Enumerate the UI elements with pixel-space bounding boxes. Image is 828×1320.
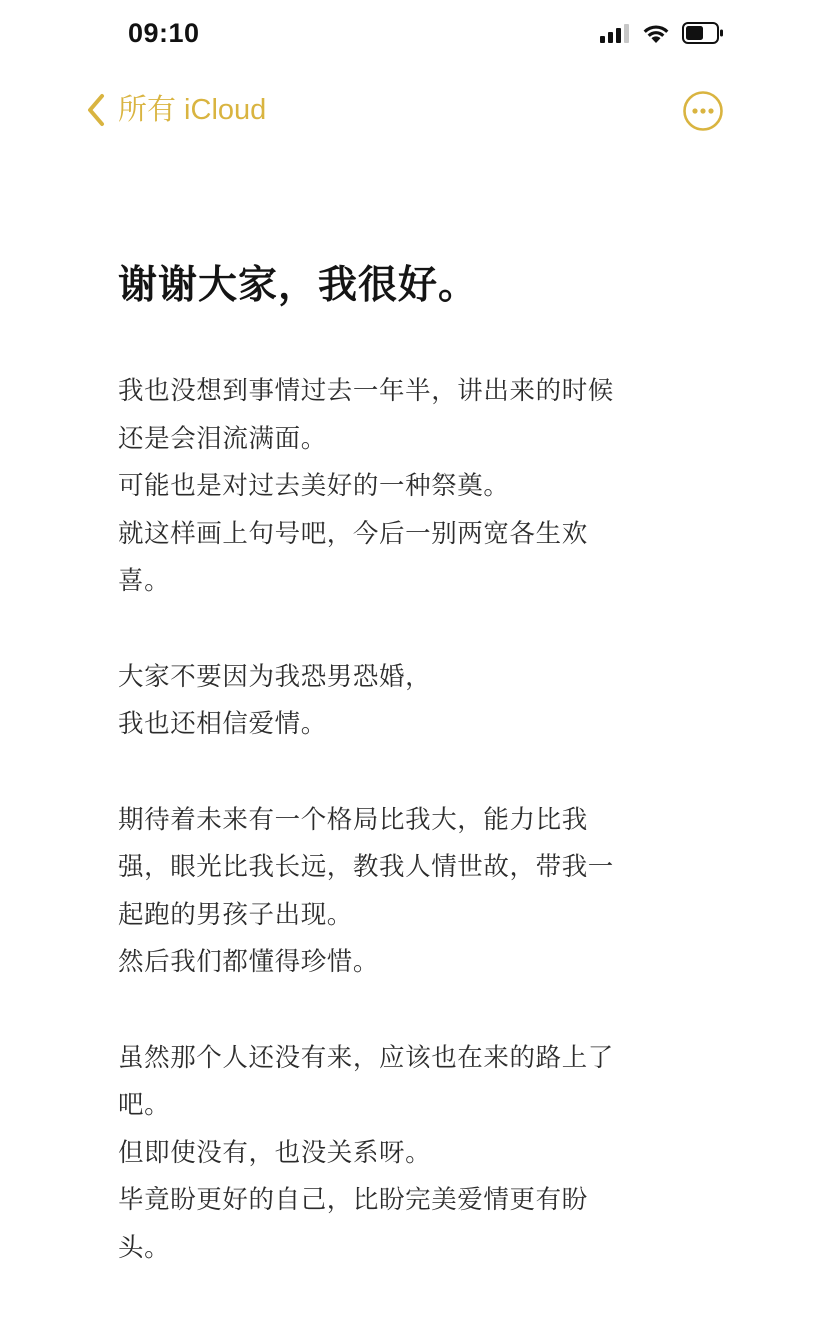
note-line: 强，眼光比我长远，教我人情世故，带我一 (118, 852, 614, 882)
status-bar (0, 0, 828, 70)
note-line: 大家不要因为我恐男恐婚， (118, 661, 432, 692)
back-button[interactable] (86, 90, 266, 130)
note-body[interactable] (118, 256, 718, 1320)
note-line: 我也还相信爱情。 (118, 709, 327, 739)
note-paragraph (118, 654, 718, 749)
note-paragraph (118, 1035, 718, 1273)
note-line: 我也没想到事情过去一年半，讲出来的时候 (118, 376, 614, 406)
note-line: 虽然那个人还没有来，应该也在来的路上了 (118, 1042, 614, 1073)
note-line: 然后我们都懂得珍惜。 (118, 947, 380, 977)
note-line: 就这样画上句号吧，今后一别两宽各生欢 (118, 518, 588, 549)
nav-bar (0, 84, 828, 140)
note-line: 喜。 (118, 566, 171, 596)
note-paragraph (118, 797, 718, 987)
status-icons (600, 22, 724, 44)
note-line: 还是会泪流满面。 (118, 423, 327, 454)
note-line: 吧。 (118, 1090, 171, 1120)
status-time: 09:10 (128, 18, 200, 48)
back-button-label: 所有 iCloud (118, 94, 267, 126)
cellular-signal-icon (600, 23, 630, 43)
note-line: 起跑的男孩子出现。 (118, 899, 353, 930)
wifi-icon (642, 23, 670, 44)
more-button[interactable] (682, 90, 724, 132)
chevron-left-icon (86, 93, 106, 127)
battery-icon (682, 22, 724, 44)
ellipsis-circle-icon (682, 90, 724, 132)
note-line: 毕竟盼更好的自己，比盼完美爱情更有盼 (118, 1185, 588, 1215)
note-line: 可能也是对过去美好的一种祭奠。 (118, 471, 510, 501)
note-line: 但即使没有，也没关系呀。 (118, 1137, 432, 1168)
note-title: 谢谢大家，我很好。 (118, 263, 479, 308)
note-paragraph (118, 368, 718, 606)
note-content (118, 368, 718, 1272)
note-line: 期待着未来有一个格局比我大，能力比我 (118, 804, 588, 835)
note-line: 头。 (118, 1232, 171, 1263)
